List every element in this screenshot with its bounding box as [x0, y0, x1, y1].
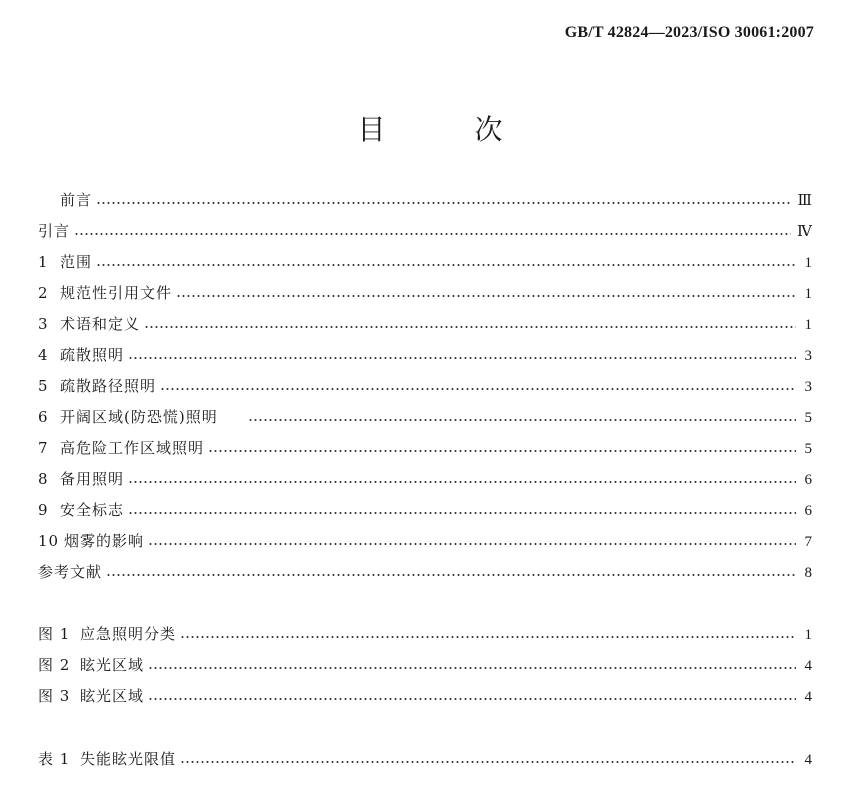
leader-dots: [148, 698, 796, 700]
leader-dots: [74, 233, 791, 235]
leader-dots: [128, 357, 796, 359]
toc-entry-label: 疏散路径照明: [60, 377, 157, 395]
toc-entry-number: 2: [38, 284, 49, 302]
toc-entry-number: 3: [38, 315, 49, 333]
toc-entry-label: 参考文献: [38, 563, 103, 581]
table-entry-number: 表 1: [38, 750, 71, 768]
leader-dots: [248, 419, 796, 421]
toc-entry-label: 开阔区域(防恐慌)照明: [60, 408, 218, 426]
toc-entry-label: 前言: [60, 191, 93, 209]
leader-dots: [148, 667, 796, 669]
figure-entry-3[interactable]: [38, 682, 812, 706]
toc-entry-number: 10: [38, 532, 60, 550]
figure-entry-number: 图 1: [38, 625, 71, 643]
toc-entry-page: Ⅲ: [797, 193, 812, 209]
toc-entry-number: 7: [38, 439, 49, 457]
toc-entry-1[interactable]: [38, 248, 812, 272]
toc-entry-9[interactable]: [38, 496, 812, 520]
standard-code: GB/T 42824—2023/ISO 30061:2007: [564, 24, 814, 41]
figure-entry-1[interactable]: [38, 620, 812, 644]
toc-entry-label: 安全标志: [60, 501, 125, 519]
toc-entry-number: 4: [38, 346, 49, 364]
toc-entry-label: 高危险工作区域照明: [60, 439, 205, 457]
toc-entry-page: Ⅳ: [797, 224, 812, 240]
figure-entry-page: 4: [804, 689, 812, 705]
toc-entry-label: 规范性引用文件: [60, 284, 173, 302]
leader-dots: [128, 481, 796, 483]
toc-entry-page: 1: [804, 286, 812, 302]
toc-entry-number: 1: [38, 253, 49, 271]
toc-entry-page: 6: [804, 503, 812, 519]
toc-entry-2[interactable]: [38, 279, 812, 303]
toc-entry-label: 引言: [38, 222, 71, 240]
toc-entry-preface[interactable]: [38, 186, 812, 210]
figure-entry-number: 图 3: [38, 687, 71, 705]
toc-entry-page: 3: [804, 348, 812, 364]
figure-entry-label: 眩光区域: [80, 656, 145, 674]
page-title: 目 次: [357, 113, 543, 146]
toc-entry-8[interactable]: [38, 465, 812, 489]
figure-entry-2[interactable]: [38, 651, 812, 675]
toc-entry-number: 6: [38, 408, 49, 426]
leader-dots: [96, 202, 792, 204]
toc-entry-page: 7: [804, 534, 812, 550]
toc-entry-introduction[interactable]: [38, 217, 812, 241]
toc-entry-page: 5: [804, 410, 812, 426]
leader-dots: [180, 761, 796, 763]
leader-dots: [176, 295, 796, 297]
toc-entry-page: 1: [804, 317, 812, 333]
toc-entry-6[interactable]: [38, 403, 812, 427]
toc-entry-page: 3: [804, 379, 812, 395]
toc-entry-4[interactable]: [38, 341, 812, 365]
toc-entry-page: 6: [804, 472, 812, 488]
toc-entry-page: 5: [804, 441, 812, 457]
leader-dots: [106, 574, 796, 576]
figure-entry-page: 4: [804, 658, 812, 674]
leader-dots: [96, 264, 796, 266]
toc-entry-label: 烟雾的影响: [64, 532, 145, 550]
toc-entry-10[interactable]: [38, 527, 812, 551]
figure-entry-page: 1: [804, 627, 812, 643]
figure-entry-label: 眩光区域: [80, 687, 145, 705]
toc-entry-label: 疏散照明: [60, 346, 125, 364]
leader-dots: [128, 512, 796, 514]
figure-entry-label: 应急照明分类: [80, 625, 177, 643]
figure-entry-number: 图 2: [38, 656, 71, 674]
leader-dots: [180, 636, 796, 638]
toc-entry-label: 备用照明: [60, 470, 125, 488]
toc-entry-3[interactable]: [38, 310, 812, 334]
toc-entry-5[interactable]: [38, 372, 812, 396]
leader-dots: [160, 388, 796, 390]
leader-dots: [144, 326, 796, 328]
toc-entry-label: 术语和定义: [60, 315, 141, 333]
toc-entry-number: 9: [38, 501, 49, 519]
toc-entry-number: 5: [38, 377, 49, 395]
table-entry-1[interactable]: [38, 745, 812, 769]
leader-dots: [148, 543, 796, 545]
table-entry-page: 4: [804, 752, 812, 768]
table-entry-label: 失能眩光限值: [80, 750, 177, 768]
toc-entry-page: 8: [804, 565, 812, 581]
toc-entry-number: 8: [38, 470, 49, 488]
toc-entry-references[interactable]: [38, 558, 812, 582]
toc-entry-7[interactable]: [38, 434, 812, 458]
leader-dots: [208, 450, 796, 452]
toc-entry-page: 1: [804, 255, 812, 271]
toc-entry-label: 范围: [60, 253, 93, 271]
